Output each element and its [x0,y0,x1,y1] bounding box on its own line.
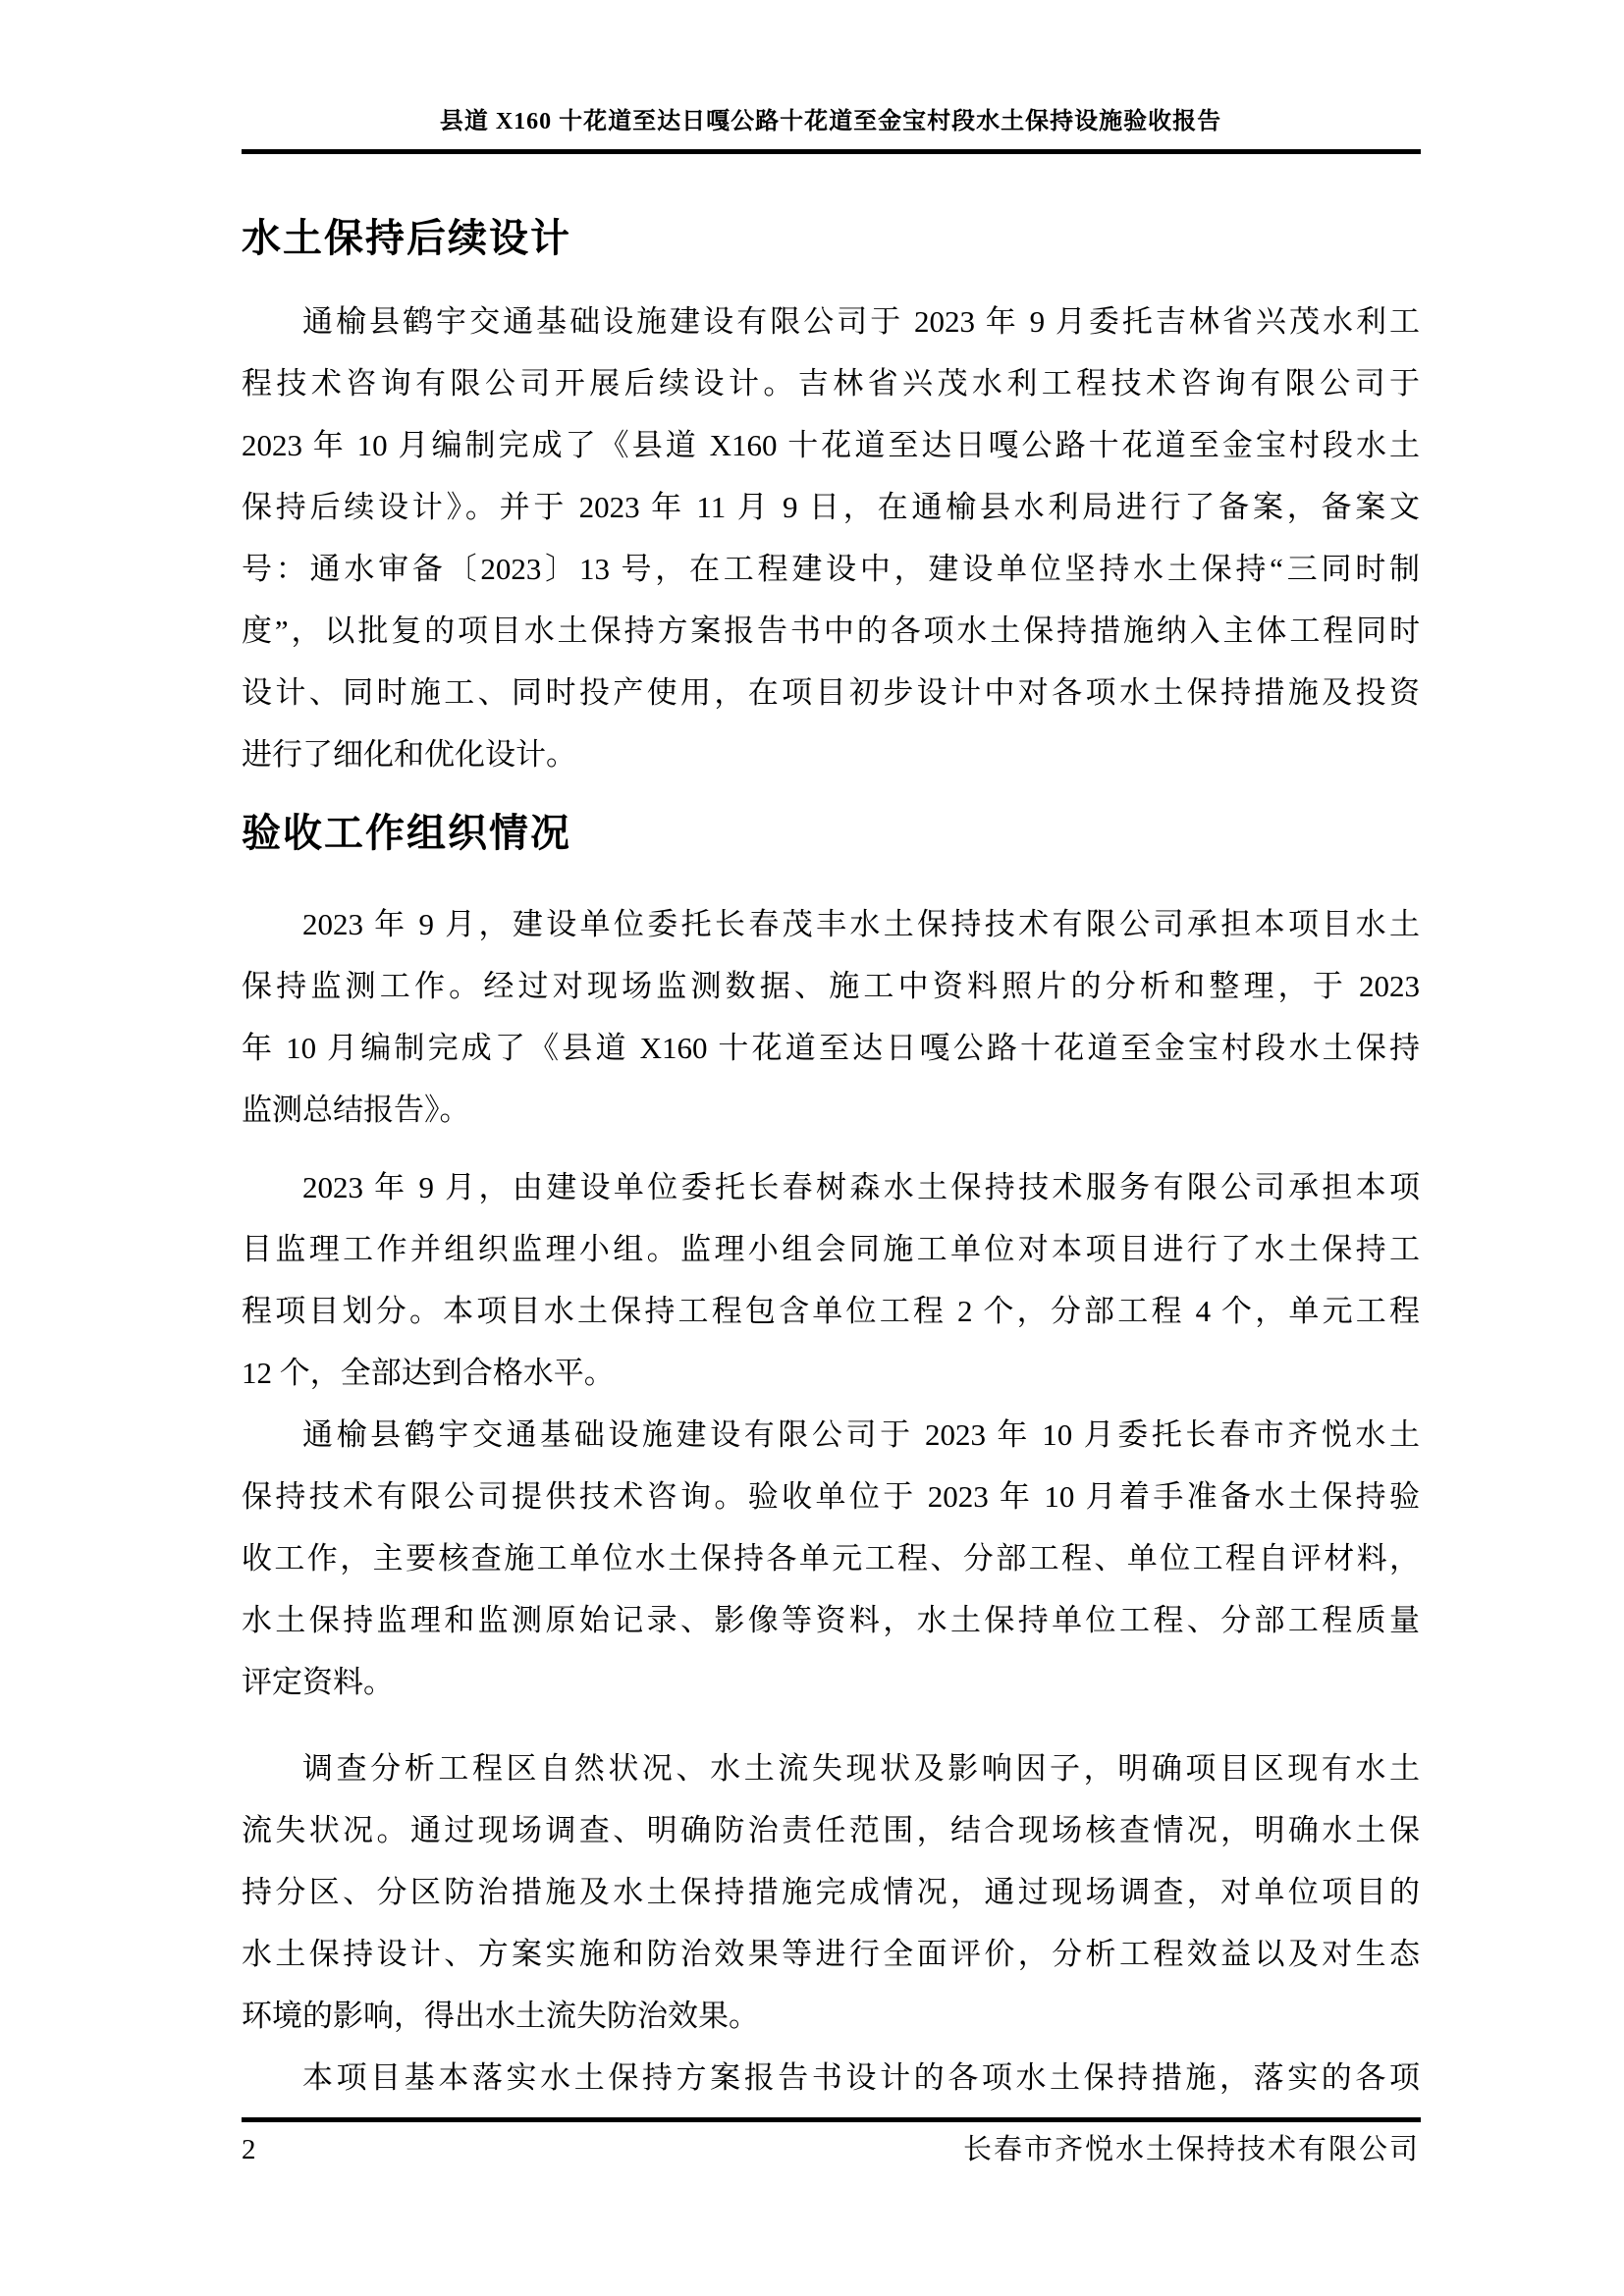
text-line: 程技术咨询有限公司开展后续设计。吉林省兴茂水利工程技术咨询有限公司于 [242,366,1420,400]
text-line: 设计、同时施工、同时投产使用，在项目初步设计中对各项水土保持措施及投资 [242,675,1420,710]
text-line: 保持监测工作。经过对现场监测数据、施工中资料照片的分析和整理，于 2023 [242,969,1420,1003]
paragraph [242,1404,1420,1713]
text-line: 环境的影响，得出水土流失防治效果。 [242,1999,759,2033]
text-line: 收工作，主要核查施工单位水土保持各单元工程、分部工程、单位工程自评材料， [242,1541,1420,1575]
text-line: 2023 年 9 月，由建设单位委托长春树森水土保持技术服务有限公司承担本项 [302,1170,1420,1204]
text-line: 水土保持监理和监测原始记录、影像等资料，水土保持单位工程、分部工程质量 [242,1603,1420,1637]
paragraph [242,2047,1420,2109]
page-number: 2 [242,2134,256,2165]
header-rule [242,149,1421,154]
text-line: 2023 年 10 月编制完成了《县道 X160 十花道至达日嘎公路十花道至金宝村段水土 [242,428,1420,462]
footer-company-name: 长春市齐悦水土保持技术有限公司 [962,2134,1420,2165]
text-line: 通榆县鹤宇交通基础设施建设有限公司于 2023 年 9 月委托吉林省兴茂水利工 [302,304,1420,339]
section-heading-houxu-sheji: 水土保持后续设计 [242,217,571,260]
text-line: 度”，以批复的项目水土保持方案报告书中的各项水土保持措施纳入主体工程同时 [242,614,1420,648]
text-line: 水土保持设计、方案实施和防治效果等进行全面评价，分析工程效益以及对生态 [242,1937,1420,1971]
header-title: 县道 X160 十花道至达日嘎公路十花道至金宝村段水土保持设施验收报告 [439,109,1222,134]
paragraph [242,893,1420,1141]
text-line: 程项目划分。本项目水土保持工程包含单位工程 2 个，分部工程 4 个，单元工程 [242,1294,1420,1328]
text-line: 保持技术有限公司提供技术咨询。验收单位于 2023 年 10 月着手准备水土保持验 [242,1479,1420,1514]
text-line: 目监理工作并组织监理小组。监理小组会同施工单位对本项目进行了水土保持工 [242,1232,1420,1266]
text-line: 进行了细化和优化设计。 [242,737,576,772]
text-line: 通榆县鹤宇交通基础设施建设有限公司于 2023 年 10 月委托长春市齐悦水土 [302,1417,1420,1452]
footer-rule [242,2117,1421,2122]
paragraph [242,1737,1420,2047]
text-line: 本项目基本落实水土保持方案报告书设计的各项水土保持措施，落实的各项 [302,2060,1420,2095]
text-line: 持分区、分区防治措施及水土保持措施完成情况，通过现场调查，对单位项目的 [242,1875,1420,1909]
text-line: 监测总结报告》。 [242,1093,470,1127]
text-line: 调查分析工程区自然状况、水土流失现状及影响因子，明确项目区现有水土 [302,1751,1420,1786]
text-line: 评定资料。 [242,1665,394,1699]
paragraph [242,291,1420,785]
text-line: 12 个，全部达到合格水平。 [242,1356,615,1390]
text-line: 年 10 月编制完成了《县道 X160 十花道至达日嘎公路十花道至金宝村段水土保持 [242,1031,1420,1065]
paragraph [242,1156,1420,1404]
text-line: 流失状况。通过现场调查、明确防治责任范围，结合现场核查情况，明确水土保 [242,1813,1420,1847]
page-footer [242,2128,1420,2171]
text-line: 2023 年 9 月，建设单位委托长春茂丰水土保持技术有限公司承担本项目水土 [302,907,1420,941]
section-heading-yanshou-zuzhi: 验收工作组织情况 [242,812,571,855]
text-line: 保持后续设计》。并于 2023 年 11 月 9 日，在通榆县水利局进行了备案，备案文 [242,490,1420,524]
text-line: 号：通水审备〔2023〕13 号，在工程建设中，建设单位坚持水土保持“三同时制 [242,552,1420,586]
